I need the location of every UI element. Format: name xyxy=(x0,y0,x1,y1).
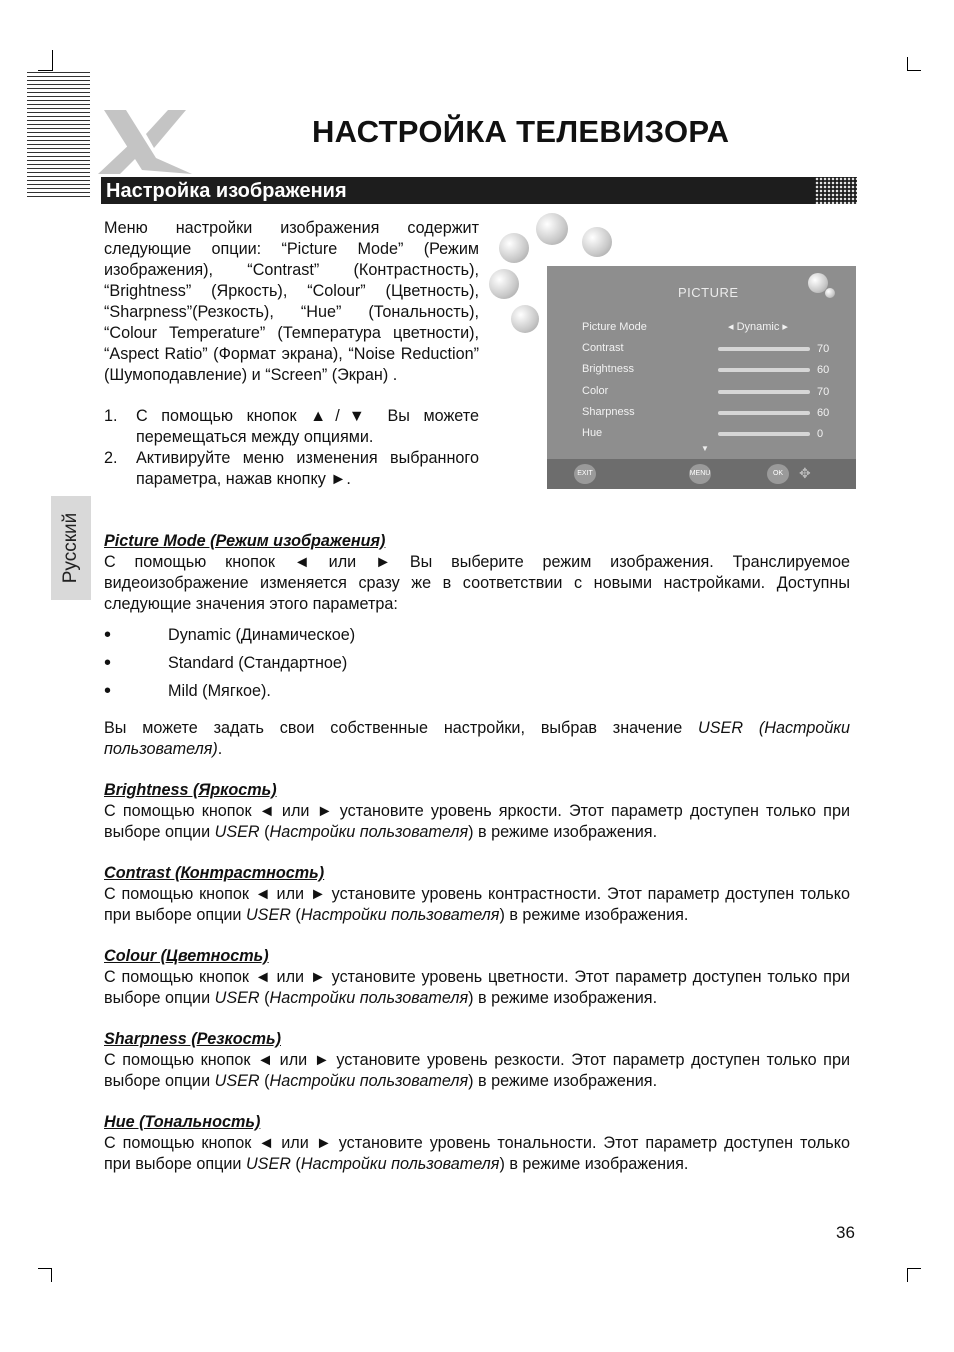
menu-bubble-icon xyxy=(536,213,568,245)
decorative-stripes xyxy=(27,72,90,200)
language-tab xyxy=(51,496,91,600)
user-description: Настройки пользователя xyxy=(269,989,469,1007)
section-text: С помощью кнопок ◄ или ► установите уровень цветности. Этот параметр доступен только при выборе опции xyxy=(104,968,850,1007)
intro-paragraph xyxy=(104,218,479,386)
user-description: Настройки пользователя xyxy=(300,906,500,924)
user-term: USER xyxy=(214,1072,260,1090)
ok-button-icon: OK xyxy=(767,464,789,484)
list-item: • Dynamic (Динамическое) xyxy=(104,621,850,649)
user-term: USER xyxy=(214,823,260,841)
menu-title: PICTURE xyxy=(678,285,739,300)
decor-bubbles-icon xyxy=(825,288,835,298)
crop-mark xyxy=(38,70,53,71)
picture-mode-options xyxy=(104,621,850,705)
menu-row-label: Sharpness xyxy=(582,406,635,418)
user-description: Настройки пользователя xyxy=(300,1155,500,1173)
list-item: • Standard (Стандартное) xyxy=(104,649,850,677)
crop-mark xyxy=(907,1268,921,1269)
menu-row-label: Contrast xyxy=(582,342,624,354)
menu-footer xyxy=(547,459,856,489)
step-item xyxy=(104,448,479,490)
crop-mark xyxy=(51,1268,52,1282)
section-text: С помощью кнопок ◄ или ► установите уровень контрастности. Этот параметр доступен только при выборе опции xyxy=(104,885,850,924)
crop-mark xyxy=(38,1268,52,1269)
brightness-heading: Brightness (Яркость) xyxy=(104,781,277,799)
menu-row-label: Brightness xyxy=(582,363,634,375)
color-slider xyxy=(718,390,810,394)
picture-menu-panel xyxy=(547,266,856,489)
user-note-italic: USER (Настройки пользователя) xyxy=(104,719,850,758)
menu-row-label: Hue xyxy=(582,427,603,439)
brightness-slider xyxy=(718,368,810,372)
colour-heading: Colour (Цветность) xyxy=(104,947,269,965)
menu-row-value: 0 xyxy=(817,428,824,440)
menu-row-value: 70 xyxy=(817,386,830,398)
brightness-text: С помощью кнопок ◄ или ► установите уровень яркости. Этот параметр доступен только при выборе опции USER (Настройки пользователя) в режиме изображения. xyxy=(104,802,850,841)
section-tail: ) в режиме изображения. xyxy=(468,989,658,1007)
contrast-heading: Contrast (Контрастность) xyxy=(104,864,325,882)
menu-row-value: 60 xyxy=(817,364,830,376)
menu-button-icon: MENU xyxy=(689,464,711,484)
menu-row-value: 60 xyxy=(817,407,830,419)
menu-bubble-icon xyxy=(489,269,519,299)
sharpness-slider xyxy=(718,411,810,415)
list-item: • Mild (Мягкое). xyxy=(104,677,850,705)
section-title: Настройка изображения xyxy=(106,180,347,202)
user-term: USER xyxy=(214,989,260,1007)
menu-bubble-icon xyxy=(582,227,612,257)
picture-mode-heading: Picture Mode (Режим изображения) xyxy=(104,532,386,550)
steps-list xyxy=(104,406,479,490)
crop-mark xyxy=(907,57,908,71)
crop-mark xyxy=(52,50,53,70)
hue-slider xyxy=(718,432,810,436)
user-description: Настройки пользователя xyxy=(269,823,469,841)
user-term: USER xyxy=(245,1155,291,1173)
sharpness-heading: Sharpness (Резкость) xyxy=(104,1030,281,1048)
user-term: USER xyxy=(245,906,291,924)
sharpness-text: С помощью кнопок ◄ или ► установите уровень резкости. Этот параметр доступен только при выборе опции USER (Настройки пользователя) в режиме изображения. xyxy=(104,1051,850,1090)
section-tail: ) в режиме изображения. xyxy=(499,906,689,924)
hue-text: С помощью кнопок ◄ или ► установите уровень тональности. Этот параметр доступен только при выборе опции USER (Настройки пользователя) в режиме изображения. xyxy=(104,1134,850,1173)
step-text: С помощью кнопок ▲/▼ Вы можете перемещаться между опциями. xyxy=(136,407,479,446)
picture-mode-value: Dynamic xyxy=(736,321,780,333)
picture-mode-selector: ◂ Dynamic ▸ xyxy=(728,321,788,333)
section-tail: ) в режиме изображения. xyxy=(499,1155,689,1173)
language-label: Русский xyxy=(60,512,81,584)
page-title: НАСТРОЙКА ТЕЛЕВИЗОРА xyxy=(312,114,730,149)
dpad-icon: ✥ xyxy=(799,465,811,481)
dot-pattern xyxy=(815,177,857,204)
colour-text: С помощью кнопок ◄ или ► установите уровень цветности. Этот параметр доступен только при выборе опции USER (Настройки пользователя) в режиме изображения. xyxy=(104,968,850,1007)
menu-row-label: Color xyxy=(582,385,609,397)
picture-mode-text: С помощью кнопок ◄ или ► Вы выберите режим изображения. Транслируемое видеоизображение изменяется сразу же в соответствии с новыми настройками. Доступны следующие значения этого параметра: xyxy=(104,553,850,613)
step-item xyxy=(104,406,479,448)
section-text: С помощью кнопок ◄ или ► установите уровень резкости. Этот параметр доступен только при выборе опции xyxy=(104,1051,850,1090)
brand-logo-icon xyxy=(96,108,196,176)
exit-button-icon: EXIT xyxy=(574,464,596,484)
main-content xyxy=(104,531,850,1175)
crop-mark xyxy=(907,1268,908,1282)
tv-menu-screenshot xyxy=(487,205,856,490)
section-tail: ) в режиме изображения. xyxy=(468,1072,658,1090)
user-note xyxy=(104,718,850,760)
section-header xyxy=(101,177,857,204)
hue-heading: Hue (Тональность) xyxy=(104,1113,261,1131)
section-text: С помощью кнопок ◄ или ► установите уровень тональности. Этот параметр доступен только при выборе опции xyxy=(104,1134,850,1173)
menu-row-label: Picture Mode xyxy=(582,321,647,333)
scroll-down-icon: ▼ xyxy=(701,444,709,453)
step-text: Активируйте меню изменения выбранного параметра, нажав кнопку ►. xyxy=(136,449,479,488)
page-number: 36 xyxy=(836,1223,855,1242)
contrast-slider xyxy=(718,347,810,351)
section-text: С помощью кнопок ◄ или ► установите уровень яркости. Этот параметр доступен только при выборе опции xyxy=(104,802,850,841)
user-description: Настройки пользователя xyxy=(269,1072,469,1090)
step-number: 2. xyxy=(104,449,118,467)
user-note-text: Вы можете задать свои собственные настройки, выбрав значение xyxy=(104,719,699,737)
section-tail: ) в режиме изображения. xyxy=(468,823,658,841)
user-note-end: . xyxy=(217,740,223,758)
menu-bubble-icon xyxy=(499,233,529,263)
intro-text: Меню настройки изображения содержит следующие опции: “Picture Mode” (Режим изображения), “Contrast” (Контрастность), “Brightness” (Яркость), “Colour” (Цветность), “Sharpness”(Резкость), “Hue” (Тональность), “Colour Temperature” (Температура цветности), “Aspect Ratio” (Формат экрана), “Noise Reduction” (Шумоподавление) и “Screen” (Экран) . xyxy=(104,219,479,384)
menu-bubble-icon xyxy=(511,305,539,333)
contrast-text: С помощью кнопок ◄ или ► установите уровень контрастности. Этот параметр доступен только при выборе опции USER (Настройки пользователя) в режиме изображения. xyxy=(104,885,850,924)
step-number: 1. xyxy=(104,407,118,425)
menu-row-value: 70 xyxy=(817,343,830,355)
crop-mark xyxy=(907,70,921,71)
